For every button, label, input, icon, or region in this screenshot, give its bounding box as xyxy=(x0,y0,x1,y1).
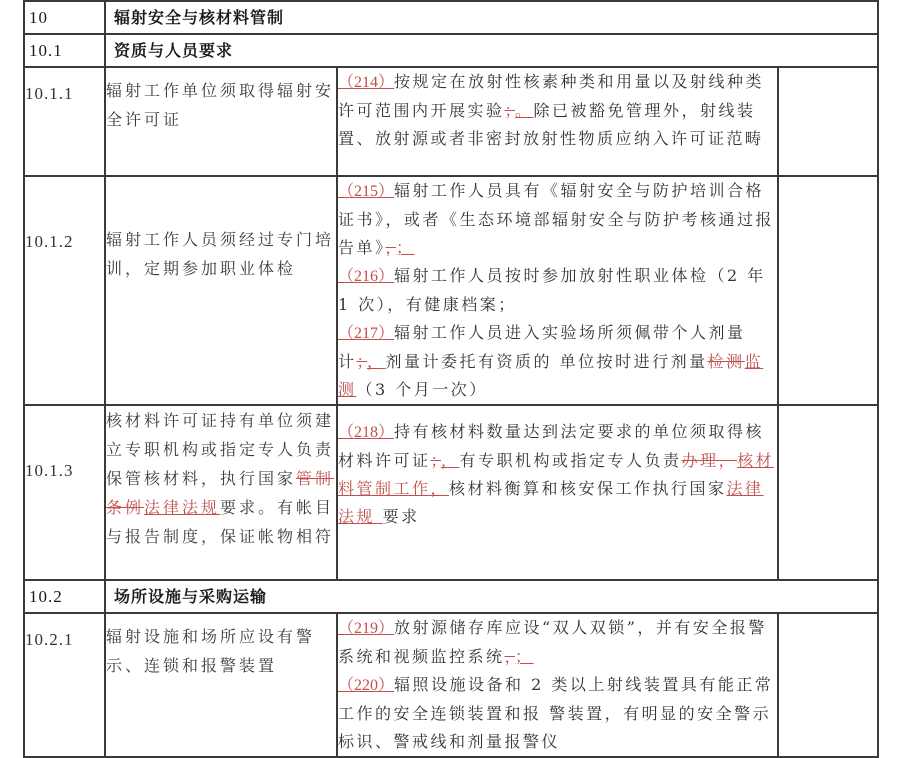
detail-text: 有专职机构或指定专人负责 xyxy=(459,451,682,470)
item-details xyxy=(337,613,778,757)
table-row xyxy=(24,176,878,405)
deleted-text: ， xyxy=(504,647,516,666)
subsection-header-row xyxy=(24,580,878,613)
detail-paragraph xyxy=(338,614,777,671)
detail-text: 要求 xyxy=(382,507,420,526)
detail-text: 剂量计委托有资质的 单位按时进行剂量 xyxy=(385,352,708,371)
detail-text: 除已被豁免管理外，射线装置、放射源或者非密封放射性物质应纳入许可证范畴 xyxy=(338,101,764,148)
section-number: 10 xyxy=(24,1,105,34)
remarks-cell xyxy=(778,405,878,580)
subsection-number: 10.1 xyxy=(24,34,105,67)
detail-text: 辐射工作人员进入实验场所须佩带个人剂量计 xyxy=(338,323,746,371)
subsection-title: 资质与人员要求 xyxy=(105,34,878,67)
table-row xyxy=(24,405,878,580)
requirement-text: 核材料许可证持有单位须建立专职机构或指定专人负责保管核材料，执行国家 xyxy=(106,411,335,488)
detail-text: 按规定在放射性核素种类和用量以及射线种类许可范围内开展实验 xyxy=(338,72,765,120)
item-details xyxy=(337,405,778,580)
inserted-text: ， xyxy=(441,451,460,470)
subsection-title: 场所设施与采购运输 xyxy=(105,580,878,613)
regulation-table xyxy=(23,0,879,758)
detail-paragraph xyxy=(338,319,777,404)
table-row xyxy=(24,67,878,176)
detail-text: 核材料衡算和核安保工作执行国家 xyxy=(449,479,727,498)
deleted-text: 检测 xyxy=(707,352,745,371)
inserted-text: 核材料管制工作， xyxy=(338,451,775,498)
item-details xyxy=(337,176,778,405)
item-number: 10.2.1 xyxy=(24,613,105,757)
detail-text: 辐照设施设备和 2 类以上射线装置具有能正常工作的安全连锁装置和报 警装置，有明显的安全警示标识、警戒线和剂量报警仪 xyxy=(338,675,774,751)
remarks-cell xyxy=(778,176,878,405)
inserted-text: 法律法规 xyxy=(144,498,221,517)
detail-paragraph xyxy=(338,177,777,262)
detail-text: 辐射工作人员具有《辐射安全与防护培训合格证书》，或者《生态环境部辐射安全与防护考核通过报告单》 xyxy=(338,181,775,257)
detail-text: （3 个月一次） xyxy=(356,380,488,399)
table-row xyxy=(24,613,878,757)
item-requirement: 辐射设施和场所应设有警示、连锁和报警装置 xyxy=(105,613,337,757)
clause-ref: （219） xyxy=(338,620,395,637)
clause-ref: （220） xyxy=(338,677,395,694)
deleted-text: 办理， xyxy=(681,451,738,470)
subsection-number: 10.2 xyxy=(24,580,105,613)
subsection-header-row xyxy=(24,34,878,67)
detail-paragraph xyxy=(338,671,777,756)
inserted-text: 法律法规 xyxy=(338,479,764,526)
requirement-text: 要求。有帐目与报告制度，保证帐物相符 xyxy=(106,498,335,546)
detail-paragraph xyxy=(338,262,777,319)
inserted-text: 监测 xyxy=(338,352,764,399)
deleted-text: ， xyxy=(385,238,397,257)
inserted-text: 。 xyxy=(515,101,534,120)
clause-ref: （214） xyxy=(338,74,395,91)
item-number: 10.1.2 xyxy=(24,176,105,405)
deleted-text: 管制条例 xyxy=(106,469,335,517)
item-requirement: 辐射工作单位须取得辐射安全许可证 xyxy=(105,67,337,176)
item-details xyxy=(337,67,778,176)
detail-text: 辐射工作人员按时参加放射性职业体检（2 年 1 次），有健康档案； xyxy=(338,266,766,314)
item-number: 10.1.1 xyxy=(24,67,105,176)
remarks-cell xyxy=(778,67,878,176)
item-requirement: 辐射工作人员须经过专门培训，定期参加职业体检 xyxy=(105,176,337,405)
item-requirement xyxy=(105,405,337,580)
inserted-text: ； xyxy=(396,238,415,257)
section-header-row xyxy=(24,1,878,34)
inserted-text: ， xyxy=(367,352,386,371)
deleted-text: ； xyxy=(356,352,368,371)
clause-ref: （218） xyxy=(338,424,395,441)
detail-text: 持有核材料数量达到法定要求的单位须取得核材料许可证 xyxy=(338,422,765,470)
remarks-cell xyxy=(778,613,878,757)
clause-ref: （215） xyxy=(338,183,395,200)
clause-ref: （216） xyxy=(338,268,395,285)
deleted-text: ； xyxy=(430,451,442,470)
inserted-text: ； xyxy=(515,647,534,666)
clause-ref: （217） xyxy=(338,325,395,342)
item-number: 10.1.3 xyxy=(24,405,105,580)
deleted-text: ； xyxy=(504,101,516,120)
section-title: 辐射安全与核材料管制 xyxy=(105,1,878,34)
detail-text: 放射源储存库应设“双人双锁”，并有安全报警系统和视频监控系统 xyxy=(338,618,767,666)
